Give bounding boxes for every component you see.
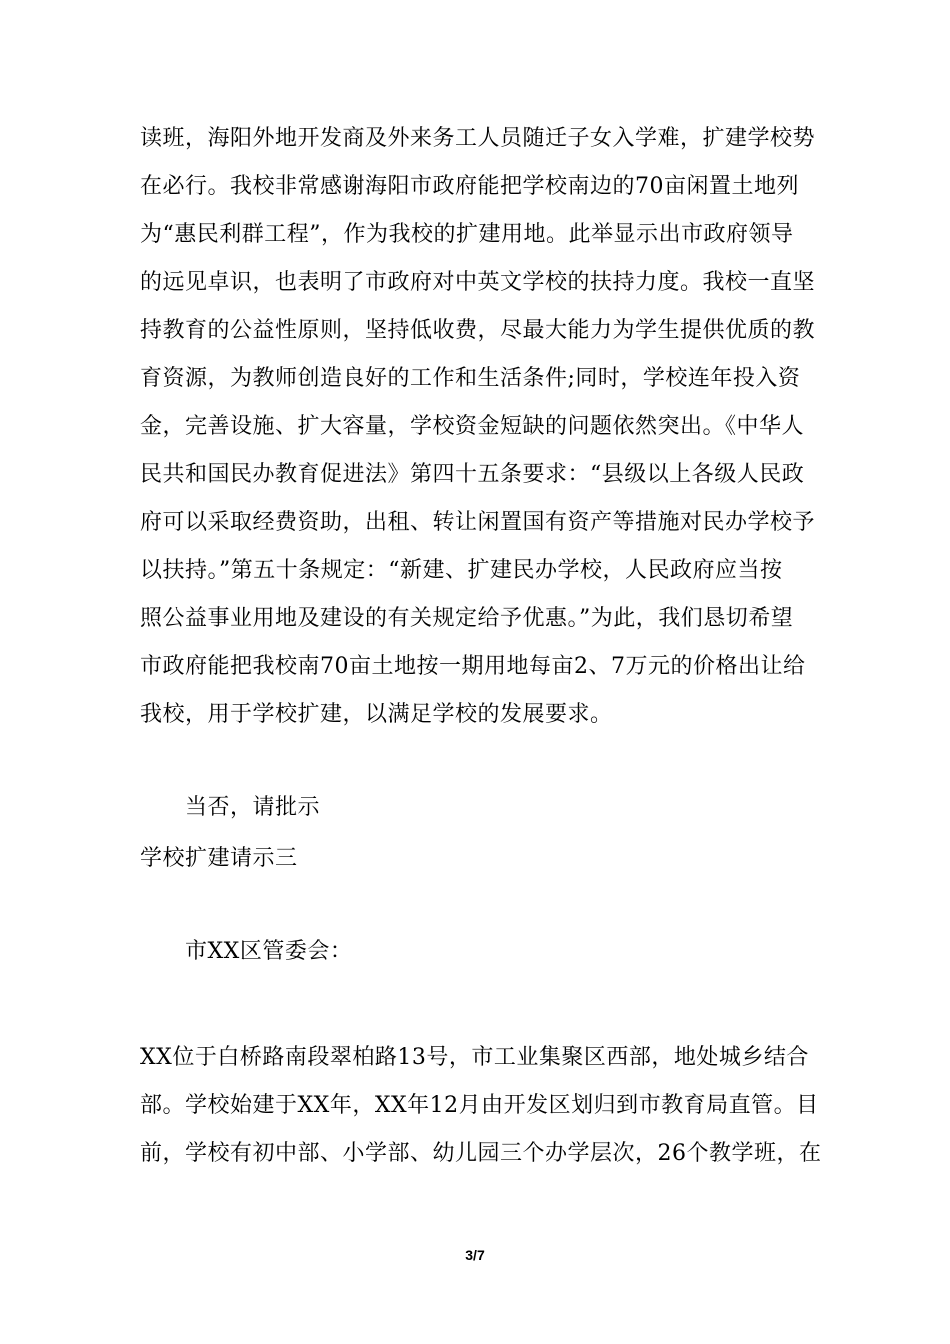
paragraph-line: 府可以采取经费资助，出租、转让闲置国有资产等措施对民办学校予 — [140, 510, 816, 535]
closing-line: 当否，请批示 — [185, 795, 321, 820]
paragraph-line: 以扶持。”第五十条规定：“新建、扩建民办学校，人民政府应当按 — [140, 558, 783, 583]
paragraph-line: 金，完善设施、扩大容量，学校资金短缺的问题依然突出。《中华人 — [140, 414, 805, 439]
paragraph-line: 在必行。我校非常感谢海阳市政府能把学校南边的70亩闲置土地列 — [140, 174, 799, 199]
paragraph-line: 市政府能把我校南70亩土地按一期用地每亩2、7万元的价格出让给 — [140, 654, 806, 679]
paragraph-line: 为“惠民利群工程”，作为我校的扩建用地。此举显示出市政府领导 — [140, 222, 794, 247]
paragraph-line: 的远见卓识，也表明了市政府对中英文学校的扶持力度。我校一直坚 — [140, 270, 816, 295]
paragraph-line: 我校，用于学校扩建，以满足学校的发展要求。 — [140, 702, 613, 727]
paragraph-line: XX位于白桥路南段翠柏路13号，市工业集聚区西部，地处城乡结合 — [140, 1045, 809, 1070]
paragraph-line: 持教育的公益性原则，坚持低收费，尽最大能力为学生提供优质的教 — [140, 318, 816, 343]
page-number: 3/7 — [465, 1247, 485, 1263]
paragraph-line: 育资源，为教师创造良好的工作和生活条件;同时，学校连年投入资 — [140, 366, 801, 391]
salutation: 市XX区管委会： — [185, 939, 353, 964]
section-title: 学校扩建请示三 — [140, 846, 298, 871]
paragraph-line: 民共和国民办教育促进法》第四十五条要求：“县级以上各级人民政 — [140, 462, 805, 487]
paragraph-line: 部。学校始建于XX年，XX年12月由开发区划归到市教育局直管。目 — [140, 1093, 819, 1118]
paragraph-line: 照公益事业用地及建设的有关规定给予优惠。”为此，我们恳切希望 — [140, 606, 794, 631]
paragraph-line: 前，学校有初中部、小学部、幼儿园三个办学层次，26个教学班，在 — [140, 1141, 822, 1166]
paragraph-line: 读班，海阳外地开发商及外来务工人员随迁子女入学难，扩建学校势 — [140, 126, 816, 151]
